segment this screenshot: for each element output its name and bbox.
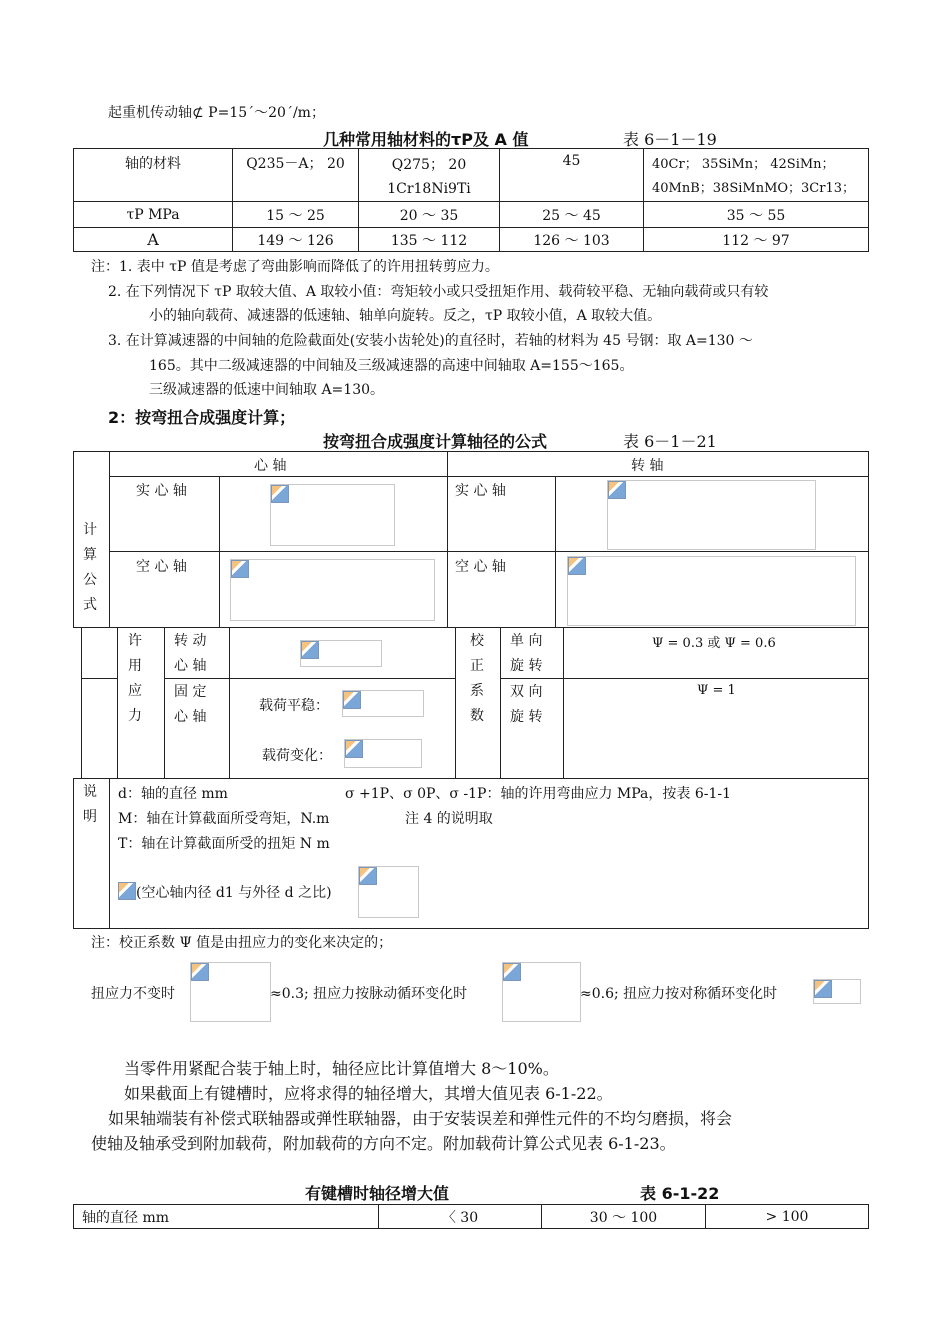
formula-image-torsion-constant [190,962,271,1022]
t1-h-45: 45 [500,149,644,202]
t2-shuoming-1: 明 [83,809,97,825]
t1-h-q235: Q235－A； 20 [233,149,359,202]
t2-shixin-left: 实 心 轴 [136,483,187,499]
broken-image-icon [231,560,249,578]
note-1: 注：1. 表中 τP 值是考虑了弯曲影响而降低了的许用扭转剪应力。 [91,259,499,275]
note-3c: 三级减速器的低速中间轴取 A=130。 [149,382,385,398]
t1-h-40cr-a: 40Cr； 35SiMn； 42SiMn； [652,157,835,172]
broken-image-icon [191,963,209,981]
torsion-part2: ≈0.3; 扭应力按脉动循环变化时 [270,986,468,1002]
t3-label: 轴的直径 mm [74,1205,379,1229]
t1-tau-2: 20 ～ 35 [359,202,500,228]
t1-h-material: 轴的材料 [74,149,233,202]
t2-xuyong [128,629,142,729]
t1-a-3: 126 ～ 103 [500,228,644,252]
broken-image-icon [359,867,377,885]
t2-jisuan [83,518,101,618]
t2-xinzhou: 心 轴 [254,458,287,474]
t1-tau-1: 15 ～ 25 [233,202,359,228]
t3-lt30: 〈 30 [379,1205,542,1229]
t2-zhuanzhou: 转 轴 [631,458,664,474]
t2-danxiang [510,629,542,679]
broken-image-icon [118,882,136,900]
t2-zhuandong-0: 转 动 [174,633,207,649]
t2-shixin-right: 实 心 轴 [455,483,506,499]
broken-image-icon [345,740,363,758]
t2-guding-1: 心 轴 [174,709,207,725]
table3 [73,1204,869,1229]
intro-line: 起重机传动轴⊄ P=15´～20´/m； [108,105,325,121]
table2-title: 按弯扭合成强度计算轴径的公式 [323,432,548,451]
torsion-part1: 扭应力不变时 [91,986,175,1002]
t2-jisuan-2: 公 [83,572,97,588]
t2-kongxin-right: 空 心 轴 [455,559,506,575]
t1-a-1: 149 ～ 126 [233,228,359,252]
para-3b: 使轴及轴承受到附加载荷，附加载荷的方向不定。附加载荷计算公式见表 6-1-23。 [91,1134,676,1153]
broken-image-icon [568,557,586,575]
table2-label: 表 6－1－21 [623,432,717,451]
t2-xuyong-3: 力 [128,708,142,724]
t2-shuangxiang [510,680,542,730]
broken-image-icon [271,485,289,503]
t2-m-text: M：轴在计算截面所受弯矩，N.m [118,811,330,827]
broken-image-icon [301,641,319,659]
formula-image-rotating-mandrel [300,640,382,667]
t1-h-40cr-b: 40MnB；38SiMnMO；3Cr13； [652,181,856,196]
t1-tau-3: 25 ～ 45 [500,202,644,228]
formula-image-ratio [358,866,419,918]
t2-jiaozheng-3: 数 [470,708,484,724]
note-psi: 注：校正系数 Ψ 值是由扭应力的变化来决定的； [91,935,393,951]
t2-danxiang-1: 旋 转 [510,658,543,674]
broken-image-icon [503,963,521,981]
broken-image-icon [343,691,361,709]
t3-gt100: > 100 [706,1205,869,1229]
formula-image-hollow-shaft [567,556,856,626]
t2-zhuandong-1: 心 轴 [174,658,207,674]
table1-label: 表 6－1－19 [623,130,717,149]
para-1: 当零件用紧配合装于轴上时，轴径应比计算值增大 8～10%。 [124,1059,559,1078]
t1-tau-label: τP MPa [74,202,233,228]
t2-danxiang-0: 单 向 [510,633,543,649]
t2-psi2: Ψ = 1 [697,683,736,698]
formula-image-solid-shaft [607,480,816,550]
t2-guding [174,680,206,730]
formula-image-ratio-symbol [118,882,136,900]
t2-ratio-text: (空心轴内径 d1 与外径 d 之比) [136,885,332,901]
t2-zhuandong [174,629,206,679]
t2-guding-0: 固 定 [174,684,207,700]
formula-image-hollow-mandrel [230,559,435,621]
t2-xuyong-1: 用 [128,658,142,674]
t1-h-q275-b: 1Cr18Ni9Ti [387,181,471,197]
t1-a-2: 135 ～ 112 [359,228,500,252]
t2-jiaozheng-2: 系 [470,683,484,699]
table3-title: 有键槽时轴径增大值 [305,1184,450,1203]
t2-shuangxiang-0: 双 向 [510,684,543,700]
t2-sigma-text: σ +1P、σ 0P、σ -1P：轴的许用弯曲应力 MPa，按表 6-1-1 [345,786,732,802]
t2-note4: 注 4 的说明取 [405,811,493,827]
t2-kongxin-left: 空 心 轴 [136,559,187,575]
t3-30-100: 30 ～ 100 [542,1205,706,1229]
table1-title: 几种常用轴材料的τP及 A 值 [323,130,529,149]
t2-xuyong-2: 应 [128,683,142,699]
para-2: 如果截面上有键槽时，应将求得的轴径增大，其增大值见表 6-1-22。 [124,1084,613,1103]
t1-h-q275-a: Q275； 20 [391,157,467,173]
t2-shuoming-0: 说 [83,784,97,800]
t1-a-4: 112 ～ 97 [644,228,869,252]
formula-image-torsion-pulsating [502,962,581,1022]
note-2a: 2. 在下列情况下 τP 取较大值、A 取较小值：弯矩较小或只受扭矩作用、载荷较平稳、无轴向载荷或只有较 [108,284,769,300]
t1-tau-4: 35 ～ 55 [644,202,869,228]
t2-shuoming [83,780,97,830]
t1-a-label: A [74,228,233,252]
formula-image-variable-load [344,739,422,768]
t2-jiaozheng [470,629,484,729]
t2-pingwen: 载荷平稳： [259,698,329,714]
formula-image-solid-mandrel [270,484,395,546]
t2-jiaozheng-0: 校 [470,633,484,649]
t2-jisuan-1: 算 [83,547,97,563]
t2-d-text: d：轴的直径 mm [118,786,228,802]
t2-jisuan-3: 式 [83,597,97,613]
t2-jiaozheng-1: 正 [470,658,484,674]
note-3a: 3. 在计算减速器的中间轴的危险截面处(安装小齿轮处)的直径时，若轴的材料为 45 号钢：取 A=130 ～ [108,333,753,349]
note-2b: 小的轴向载荷、减速器的低速轴、轴单向旋转。反之，τP 取较小值，A 取较大值。 [149,308,662,324]
formula-image-torsion-symmetric [813,979,861,1004]
torsion-part3: ≈0.6; 扭应力按对称循环变化时 [580,986,778,1002]
para-3a: 如果轴端装有补偿式联轴器或弹性联轴器，由于安装误差和弹性元件的不均匀磨损，将会 [108,1109,733,1128]
broken-image-icon [814,980,832,998]
formula-image-steady-load [342,690,424,717]
t2-t-text: T：轴在计算截面所受的扭矩 N m [118,836,330,852]
t2-psi1: Ψ = 0.3 或 Ψ = 0.6 [652,636,776,651]
t2-jisuan-0: 计 [83,522,97,538]
table3-label: 表 6-1-22 [640,1184,720,1203]
t2-xuyong-0: 许 [128,633,142,649]
note-3b: 165。其中二级减速器的中间轴及三级减速器的高速中间轴取 A=155～165。 [149,358,634,374]
t2-bianhua: 载荷变化： [262,748,332,764]
heading-2: 2：按弯扭合成强度计算； [108,408,296,427]
t2-shuangxiang-1: 旋 转 [510,709,543,725]
broken-image-icon [608,481,626,499]
